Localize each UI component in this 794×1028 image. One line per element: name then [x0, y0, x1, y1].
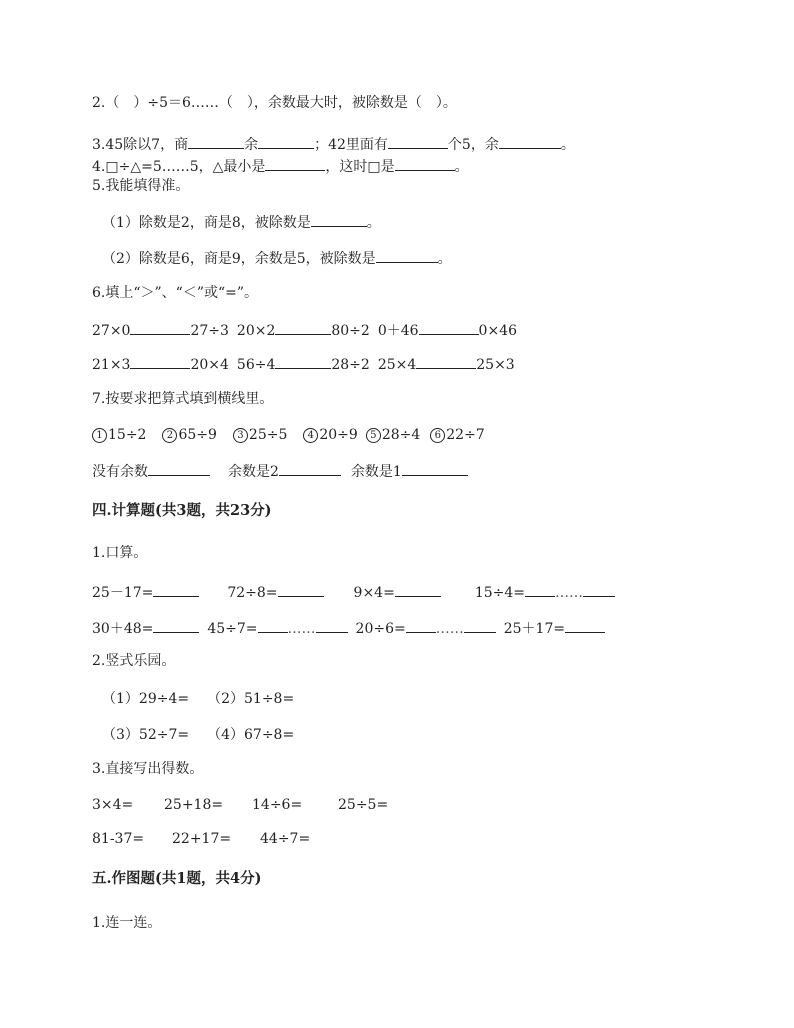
- expression-item: [430, 426, 484, 444]
- direct-calc-expr: 81-37=: [92, 831, 145, 847]
- section-4-heading: 四.计算题(共3题，共23分): [92, 502, 272, 519]
- answer-blank[interactable]: [148, 461, 210, 476]
- answer-blank[interactable]: [419, 320, 479, 335]
- vertical-calc-row-2: [102, 726, 294, 744]
- question-5-sub-1-text: （1）除数是2，商是8，被除数是: [102, 215, 311, 231]
- answer-blank[interactable]: [464, 618, 496, 633]
- oral-calc-expr: 20÷6=: [355, 621, 406, 637]
- answer-blank[interactable]: [406, 618, 436, 633]
- question-3-text-2: 余: [244, 137, 259, 153]
- oral-calc-expr: 45÷7=: [207, 621, 258, 637]
- remainder-dots: ……: [287, 621, 316, 637]
- expression-item: [303, 426, 357, 444]
- calc-q1-title: 1.口算。: [92, 545, 148, 561]
- vertical-calc-row-1: [102, 690, 294, 708]
- answer-blank[interactable]: [278, 582, 324, 597]
- answer-blank[interactable]: [402, 461, 468, 476]
- oral-calc-row-2: [92, 618, 605, 636]
- question-5-sub-1: [102, 212, 381, 230]
- answer-blank[interactable]: [275, 320, 331, 335]
- calc-q3-title: 3.直接写出得数。: [92, 761, 204, 777]
- answer-blank[interactable]: [188, 134, 244, 149]
- compare-right: 80÷2: [331, 323, 370, 339]
- oral-calc-expr: 72÷8=: [227, 585, 278, 601]
- oral-calc-expr: 25－17=: [92, 585, 154, 601]
- answer-blank[interactable]: [583, 582, 615, 597]
- answer-blank[interactable]: [565, 618, 605, 633]
- compare-right: 28÷2: [331, 357, 370, 373]
- compare-left: 0＋46: [377, 323, 419, 339]
- calc-q2-title: 2.竖式乐园。: [92, 653, 176, 669]
- question-3: [92, 134, 575, 152]
- remainder-dots: ……: [435, 621, 464, 637]
- question-5-sub-2: [102, 248, 452, 266]
- compare-row-1: [92, 320, 517, 338]
- answer-blank[interactable]: [153, 582, 199, 597]
- question-3-text-4: 个5，余: [447, 137, 499, 153]
- vertical-calc-item: （4）67÷8=: [207, 727, 295, 743]
- circled-number: 2: [162, 428, 177, 443]
- direct-calc-expr: 25÷5=: [338, 797, 389, 813]
- direct-calc-expr: 22+17=: [172, 831, 232, 847]
- question-5-title: 5.我能填得准。: [92, 178, 190, 194]
- compare-left: 25×4: [377, 357, 417, 373]
- remainder-categories: [92, 461, 468, 479]
- direct-calc-expr: 44÷7=: [260, 831, 311, 847]
- direct-calc-expr: 25+18=: [164, 797, 224, 813]
- circled-number: 3: [233, 428, 248, 443]
- drawing-q1-title: 1.连一连。: [92, 915, 162, 931]
- answer-blank[interactable]: [395, 156, 455, 171]
- answer-blank[interactable]: [153, 618, 199, 633]
- expression-list: [92, 426, 485, 444]
- oral-calc-expr: 15÷4=: [474, 585, 526, 601]
- expression-item: [366, 426, 420, 444]
- category-remainder-2: 余数是2: [228, 464, 279, 480]
- expression-text: 20÷9: [319, 427, 358, 443]
- compare-right: 25×3: [476, 357, 515, 373]
- circled-number: 4: [303, 428, 318, 443]
- oral-calc-row-1: [92, 582, 615, 600]
- question-3-text-5: 。: [560, 137, 575, 153]
- question-5-sub-2-end: 。: [437, 251, 452, 267]
- direct-calc-expr: 3×4=: [92, 797, 134, 813]
- compare-right: 0×46: [478, 323, 517, 339]
- answer-blank[interactable]: [130, 354, 190, 369]
- remainder-dots: ……: [555, 585, 584, 601]
- answer-blank[interactable]: [525, 582, 555, 597]
- expression-text: 65÷9: [178, 427, 217, 443]
- vertical-calc-item: （1）29÷4=: [102, 691, 190, 707]
- answer-blank[interactable]: [311, 212, 367, 227]
- question-6-title: 6.填上“＞”、“＜”或“=”。: [92, 285, 259, 301]
- question-4: [92, 156, 469, 174]
- expression-item: [162, 426, 216, 444]
- answer-blank[interactable]: [258, 134, 314, 149]
- expression-item: [233, 426, 287, 444]
- compare-row-2: [92, 354, 515, 372]
- question-4-text-3: 。: [454, 159, 469, 175]
- answer-blank[interactable]: [395, 582, 441, 597]
- direct-calc-row-1: [92, 796, 388, 814]
- circled-number: 6: [430, 428, 445, 443]
- oral-calc-expr: 30＋48=: [92, 621, 154, 637]
- expression-text: 15÷2: [108, 427, 147, 443]
- answer-blank[interactable]: [416, 354, 476, 369]
- answer-blank[interactable]: [258, 618, 288, 633]
- expression-text: 25÷5: [248, 427, 288, 443]
- answer-blank[interactable]: [130, 320, 190, 335]
- expression-text: 22÷7: [446, 427, 485, 443]
- category-remainder-1: 余数是1: [350, 464, 402, 480]
- vertical-calc-item: （2）51÷8=: [207, 691, 295, 707]
- compare-right: 20×4: [190, 357, 229, 373]
- answer-blank[interactable]: [265, 156, 325, 171]
- answer-blank[interactable]: [316, 618, 348, 633]
- question-4-text-2: ，这时□是: [325, 159, 395, 175]
- compare-left: 21×3: [92, 357, 131, 373]
- question-3-text-3: ；42里面有: [314, 137, 388, 153]
- section-5-heading: 五.作图题(共1题，共4分): [92, 870, 262, 887]
- category-no-remainder: 没有余数: [92, 464, 148, 480]
- expression-text: 28÷4: [381, 427, 421, 443]
- compare-right: 27÷3: [190, 323, 229, 339]
- direct-calc-expr: 14÷6=: [252, 797, 303, 813]
- question-2: [92, 94, 457, 112]
- question-3-text-1: 3.45除以7，商: [92, 137, 189, 153]
- answer-blank[interactable]: [279, 461, 341, 476]
- question-4-text-1: 4.□÷△=5……5，△最小是: [92, 159, 266, 175]
- circled-number: 5: [366, 428, 381, 443]
- answer-blank[interactable]: [275, 354, 331, 369]
- answer-blank[interactable]: [376, 248, 438, 263]
- oral-calc-expr: 25＋17=: [503, 621, 566, 637]
- circled-number: 1: [92, 428, 107, 443]
- answer-blank[interactable]: [388, 134, 448, 149]
- oral-calc-expr: 9×4=: [353, 585, 395, 601]
- vertical-calc-item: （3）52÷7=: [102, 727, 190, 743]
- question-5-sub-2-text: （2）除数是6，商是9，余数是5，被除数是: [102, 251, 376, 267]
- compare-left: 27×0: [92, 323, 131, 339]
- direct-calc-row-2: [92, 830, 310, 848]
- compare-left: 56÷4: [236, 357, 276, 373]
- expression-item: [92, 426, 146, 444]
- question-2-text: 2.（ ）÷5＝6……（ ），余数最大时，被除数是（ ）。: [92, 95, 457, 111]
- compare-left: 20×2: [236, 323, 276, 339]
- answer-blank[interactable]: [499, 134, 561, 149]
- question-5-sub-1-end: 。: [366, 215, 381, 231]
- question-7-title: 7.按要求把算式填到横线里。: [92, 391, 274, 407]
